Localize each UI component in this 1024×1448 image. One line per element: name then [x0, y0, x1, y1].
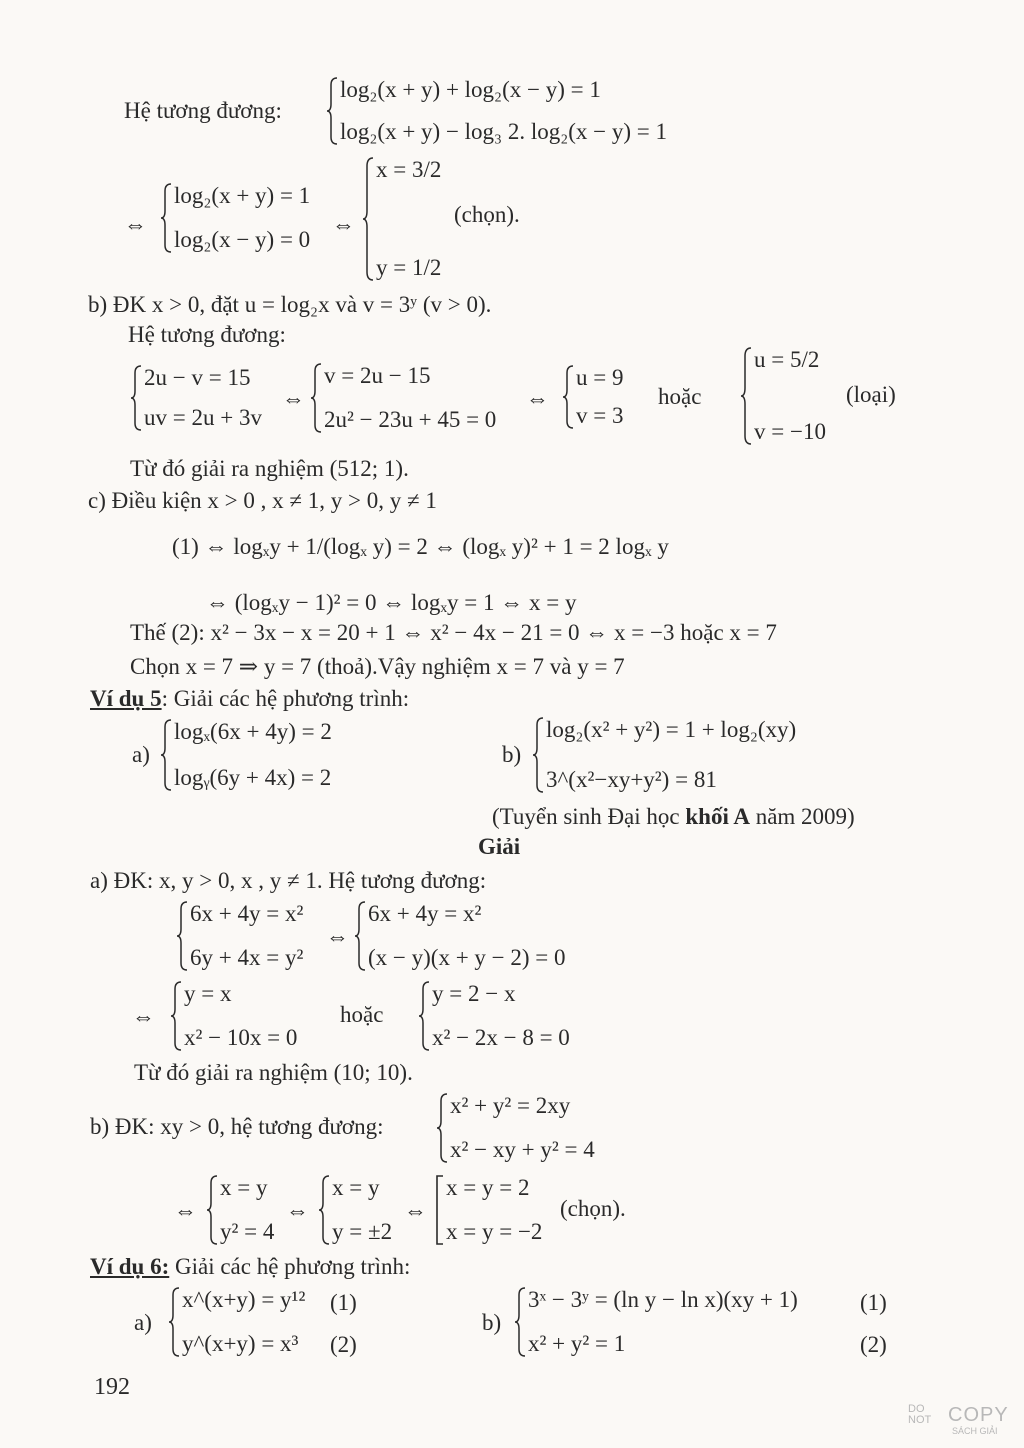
equation: log₂(x + y) − log₃ 2. log₂(x − y) = 1	[340, 119, 667, 145]
equation: 2u² − 23u + 45 = 0	[324, 407, 497, 433]
system-equivalent-1	[326, 76, 667, 146]
equation: x = y	[332, 1175, 380, 1200]
system-example5-b	[532, 716, 796, 794]
equiv-symbol: ⇔	[332, 212, 355, 237]
equation: y^(x+y) = x³	[182, 1331, 299, 1357]
brace	[362, 156, 374, 282]
equiv-symbol: ⇔	[326, 924, 349, 949]
equation: x² − 10x = 0	[184, 1025, 298, 1051]
source-note	[492, 804, 855, 830]
text-hoac: hoặc	[340, 1002, 384, 1027]
example-5-heading	[90, 686, 409, 712]
source-note-bold: khối A	[685, 804, 750, 829]
equation: x = y = −2	[446, 1219, 543, 1245]
equation-line-1: (1) ⇔ logₓy + 1/(logₓ y) = 2 ⇔ (logₓ y)² + 1 = 2 logₓ y	[172, 534, 669, 559]
label-b: b)	[482, 1310, 502, 1335]
brace	[318, 1174, 330, 1246]
brace	[176, 900, 188, 972]
text-chon: (chọn).	[454, 202, 520, 227]
brace	[532, 716, 544, 794]
equation: uv = 2u + 3v	[144, 405, 262, 431]
brace	[740, 346, 752, 446]
watermark-brand: SÁCH GIẢI	[952, 1426, 998, 1436]
brace	[562, 364, 574, 430]
equation: log₂(x + y) = 1	[174, 183, 311, 208]
equation: (x − y)(x + y − 2) = 0	[368, 945, 566, 971]
system-uv-2	[310, 362, 496, 434]
system-sol-b-2	[206, 1174, 274, 1246]
brace	[514, 1286, 526, 1358]
equation: logᵧ(6y + 4x) = 2	[174, 765, 332, 791]
equation: 2u − v = 15	[144, 365, 251, 390]
equiv-symbol: ⇔	[404, 1198, 427, 1223]
text-result-10: Từ đó giải ra nghiệm (10; 10).	[134, 1060, 413, 1085]
example-6-instruction: Giải các hệ phương trình:	[169, 1254, 411, 1279]
equation: 3^(x²−xy+y²) = 81	[546, 767, 717, 793]
equation: y = 1/2	[376, 255, 442, 281]
brace	[310, 362, 322, 434]
part-b-condition: b) ĐK x > 0, đặt u = log₂x và v = 3ʸ (v > 0).	[88, 292, 492, 317]
example-6-label: Ví dụ 6:	[90, 1254, 170, 1279]
equiv-symbol: ⇔	[526, 386, 549, 411]
equation: 6x + 4y = x²	[368, 901, 482, 926]
label-a: a)	[132, 742, 150, 767]
equation: x = y = 2	[446, 1175, 530, 1200]
equation-line-4: Chọn x = 7 ⇒ y = 7 (thoả).Vậy nghiệm x = 7 và y = 7	[130, 654, 625, 679]
system-uv	[130, 364, 262, 432]
equation-number: (2)	[860, 1332, 887, 1357]
equation: x² + y² = 1	[528, 1331, 626, 1357]
system-example6-b	[514, 1286, 798, 1358]
equation: x² − 2x − 8 = 0	[432, 1025, 570, 1051]
equation: y = 2 − x	[432, 981, 516, 1006]
brace	[206, 1174, 218, 1246]
system-example6-a	[168, 1286, 305, 1358]
brace	[160, 182, 172, 254]
equation: x² − xy + y² = 4	[450, 1137, 595, 1163]
equation: x = y	[220, 1175, 268, 1200]
text-loai: (loại)	[846, 382, 896, 407]
system-log-equations	[160, 182, 310, 254]
equation: x^(x+y) = y¹²	[182, 1287, 306, 1312]
equation-number: (1)	[330, 1290, 357, 1315]
watermark-not: NOT	[908, 1414, 932, 1426]
system-u-5-2	[740, 346, 826, 446]
equation-line-2: ⇔ (logₓy − 1)² = 0 ⇔ logₓy = 1 ⇔ x = y	[206, 590, 577, 615]
equiv-symbol: ⇔	[174, 1198, 197, 1223]
equation: v = 3	[576, 403, 624, 429]
brace	[326, 76, 338, 146]
equation: u = 9	[576, 365, 624, 390]
brace	[160, 718, 172, 792]
system-u9-v3	[562, 364, 623, 430]
brace	[436, 1092, 448, 1164]
system-sol-a-4	[418, 980, 570, 1052]
equation: 6x + 4y = x²	[190, 901, 304, 926]
equation: log₂(x² + y²) = 1 + log₂(xy)	[546, 717, 797, 742]
system-sol-a-2	[354, 900, 566, 972]
label-b: b)	[502, 742, 522, 767]
equation: v = 2u − 15	[324, 363, 431, 388]
system-sol-b-4	[434, 1174, 542, 1246]
text-he-tuong-duong: Hệ tương đương:	[124, 98, 282, 123]
brace	[354, 900, 366, 972]
equation: v = −10	[754, 419, 826, 445]
system-sol-b-1	[436, 1092, 595, 1164]
equation: u = 5/2	[754, 347, 820, 372]
source-note-part: (Tuyển sinh Đại học	[492, 804, 686, 829]
system-solution-xy	[362, 156, 441, 282]
equation: log₂(x − y) = 0	[174, 227, 311, 253]
text-hoac: hoặc	[658, 384, 702, 409]
example-6-heading	[90, 1254, 410, 1280]
source-note-part: năm 2009)	[749, 804, 855, 829]
solution-b-condition: b) ĐK: xy > 0, hệ tương đương:	[90, 1114, 384, 1139]
text-result-512: Từ đó giải ra nghiệm (512; 1).	[130, 456, 409, 481]
page-number: 192	[94, 1374, 130, 1400]
system-example5-a	[160, 718, 332, 792]
watermark-logo	[908, 1404, 1008, 1436]
equiv-symbol: ⇔	[132, 1004, 155, 1029]
equation: 6y + 4x = y²	[190, 945, 304, 971]
equation: logₓ(6x + 4y) = 2	[174, 719, 332, 744]
equation-number: (1)	[860, 1290, 887, 1315]
watermark-do: DO	[908, 1403, 925, 1415]
brace	[130, 364, 142, 432]
square-bracket	[434, 1174, 444, 1246]
brace	[418, 980, 430, 1052]
equation: y = x	[184, 981, 232, 1006]
label-a: a)	[134, 1310, 152, 1335]
system-sol-b-3	[318, 1174, 392, 1246]
brace	[168, 1286, 180, 1358]
equiv-symbol: ⇔	[124, 212, 147, 237]
watermark-copy: COPY	[948, 1404, 1009, 1426]
equation: y = ±2	[332, 1219, 393, 1245]
equation-line-3: Thế (2): x² − 3x − x = 20 + 1 ⇔ x² − 4x − 21 = 0 ⇔ x = −3 hoặc x = 7	[130, 620, 777, 645]
equation: log₂(x + y) + log₂(x − y) = 1	[340, 77, 601, 102]
example-5-instruction: : Giải các hệ phương trình:	[161, 686, 410, 711]
part-c-condition: c) Điều kiện x > 0 , x ≠ 1, y > 0, y ≠ 1	[88, 488, 437, 513]
equiv-symbol: ⇔	[286, 1198, 309, 1223]
text-he-tuong-duong: Hệ tương đương:	[128, 322, 286, 347]
equiv-symbol: ⇔	[282, 386, 305, 411]
equation: 3ˣ − 3ʸ = (ln y − ln x)(xy + 1)	[528, 1287, 798, 1312]
text-chon: (chọn).	[560, 1196, 626, 1221]
equation: x = 3/2	[376, 157, 442, 182]
equation-number: (2)	[330, 1332, 357, 1357]
watermark-do-not	[908, 1404, 931, 1426]
example-5-label: Ví dụ 5	[90, 686, 162, 711]
solution-a-condition: a) ĐK: x, y > 0, x , y ≠ 1. Hệ tương đương:	[90, 868, 487, 893]
brace	[170, 980, 182, 1052]
equation: y² = 4	[220, 1219, 275, 1245]
system-sol-a-1	[176, 900, 303, 972]
solution-heading: Giải	[478, 834, 521, 859]
system-sol-a-3	[170, 980, 297, 1052]
equation: x² + y² = 2xy	[450, 1093, 571, 1118]
